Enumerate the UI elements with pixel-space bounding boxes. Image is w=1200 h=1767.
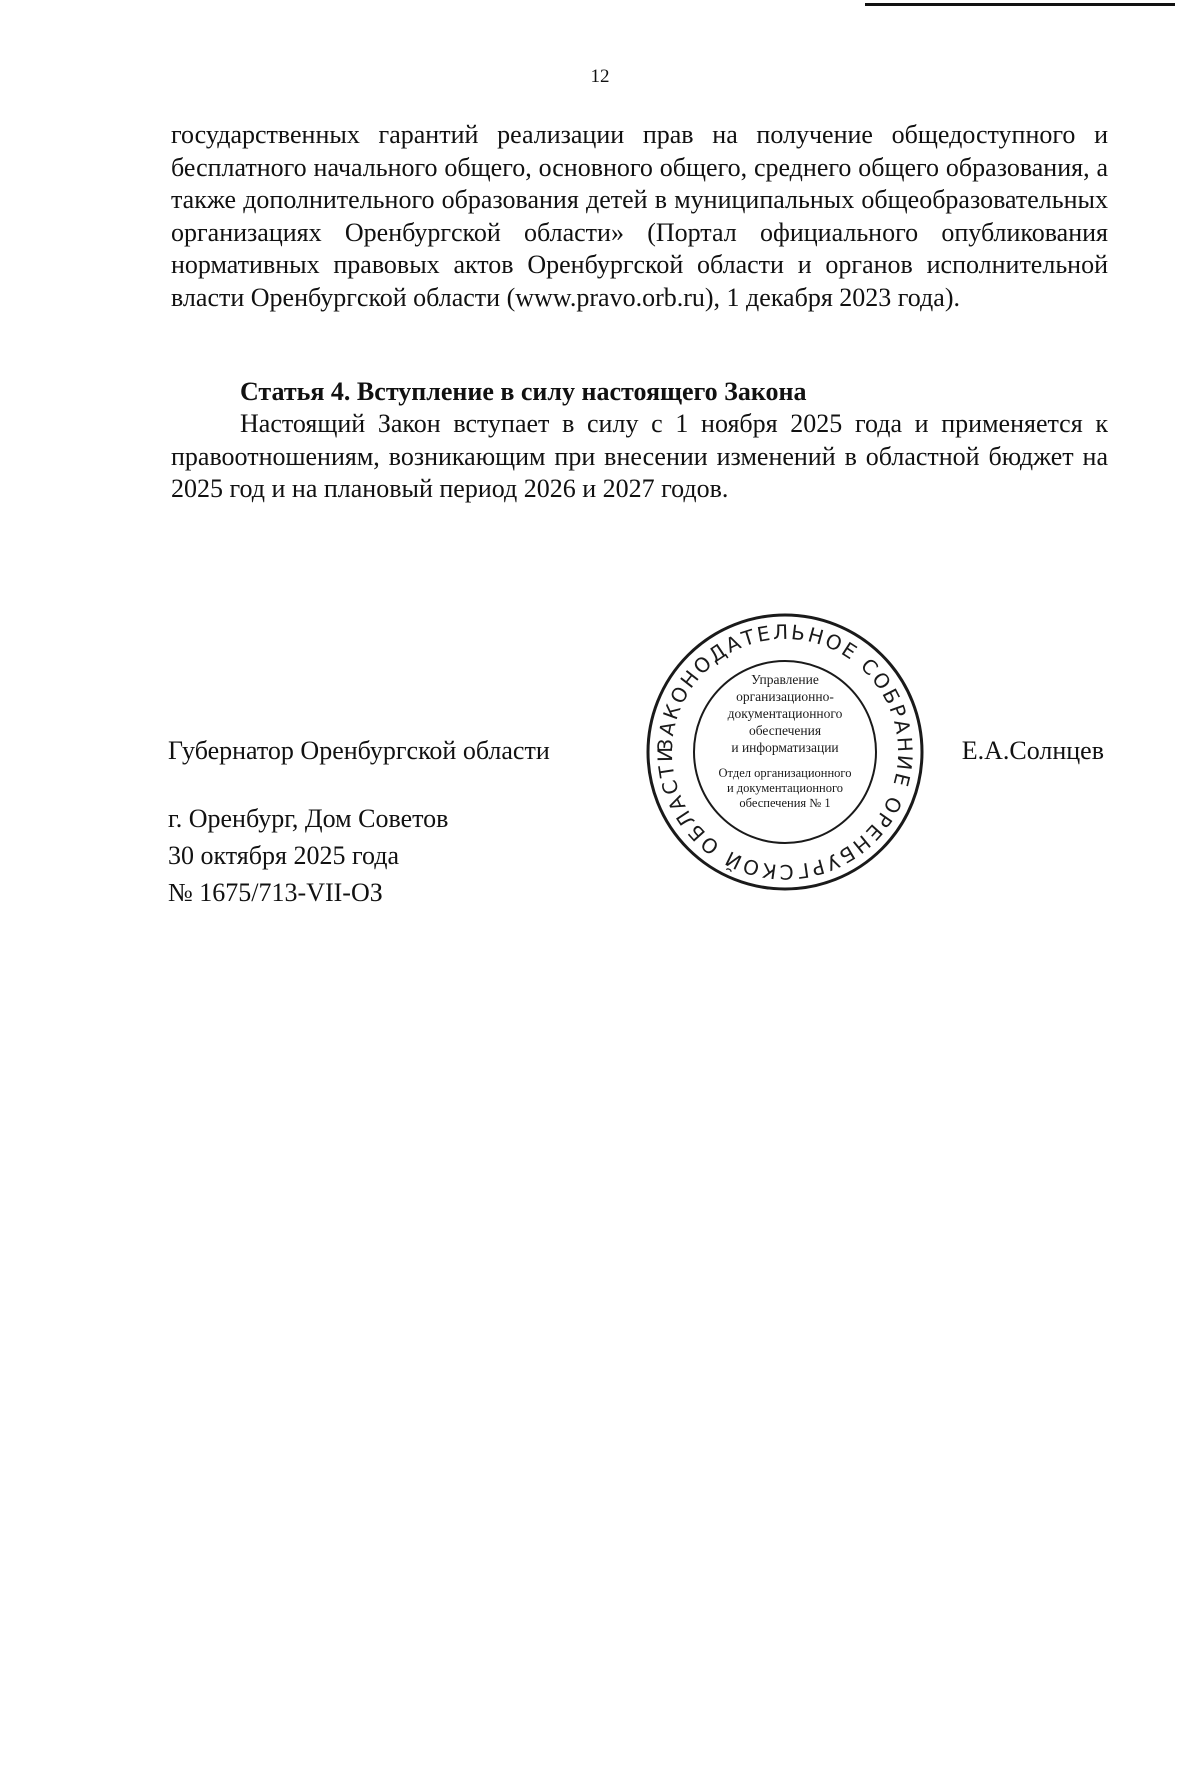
seal-inner-line: Отдел организационного (718, 766, 852, 780)
page-number: 12 (590, 66, 610, 87)
paragraph-continuation: государственных гарантий реализации прав на получение общедоступного и бесплатного начального общего, основного общего, среднего общего образования, а также дополнительного образования детей в муниципальных общеобразовательных организациях Оренбургской области» (Портал официального опубликования нормативных правовых актов Оренбургской области и органов исполнительной власти Оренбургской области (www.pravo.orb.ru), 1 декабря 2023 года). (171, 120, 1108, 312)
seal-inner-line: обеспечения (748, 723, 822, 738)
article-text: Настоящий Закон вступает в силу с 1 ноября 2025 года и применяется к правоотношениям, возникающим при внесении изменений в областной бюджет на 2025 год и на плановый период 2026 и 2027 годов. (171, 409, 1108, 503)
seal-inner-line: и документационного (726, 781, 844, 795)
document-date: 30 октября 2025 года (168, 841, 399, 870)
seal-inner-line: документационного (727, 706, 843, 721)
place-date-block (168, 800, 448, 911)
seal-inner-line: и информатизации (731, 740, 839, 755)
place-location: г. Оренбург, Дом Советов (168, 804, 449, 833)
seal-inner-line: организационно- (736, 689, 834, 704)
article-heading: Статья 4. Вступление в силу настоящего Закона (240, 377, 807, 406)
seal-inner-line: обеспечения № 1 (739, 796, 831, 810)
top-rule (865, 3, 1175, 6)
signatory-position: Губернатор Оренбургской области (168, 736, 550, 765)
seal-inner-line: Управление (751, 672, 819, 687)
seal-outer-text: ЗАКОНОДАТЕЛЬНОЕ СОБРАНИЕ ОРЕНБУРГСКОЙ ОБЛАСТИ (652, 619, 918, 885)
signatory-name: Е.А.Солнцев (961, 736, 1104, 765)
official-seal (645, 612, 925, 892)
document-number: № 1675/713-VII-ОЗ (168, 878, 383, 907)
